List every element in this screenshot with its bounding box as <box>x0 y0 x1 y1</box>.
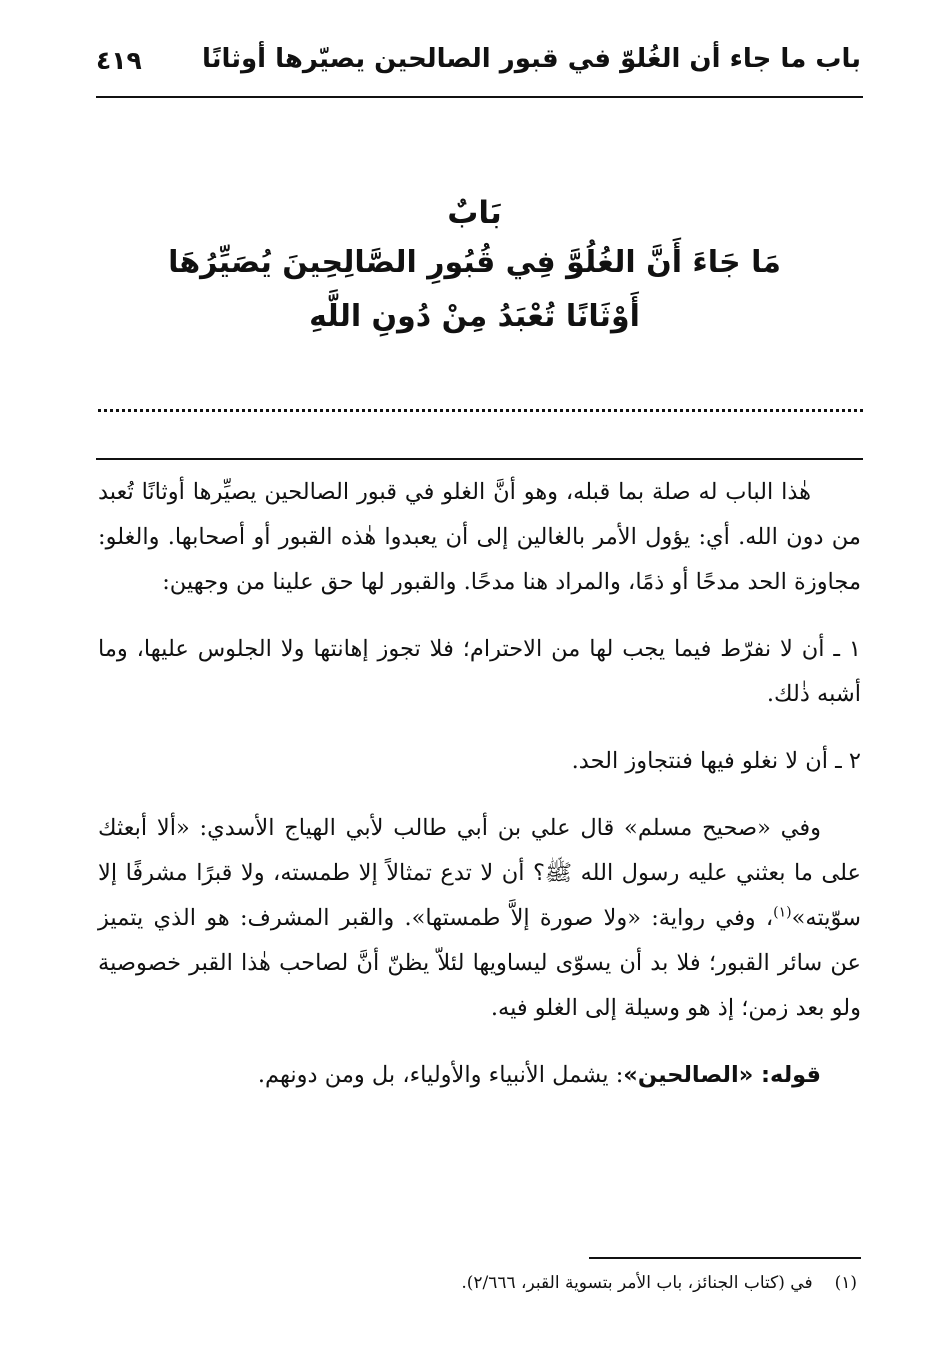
hadith-commentary: ، وفي رواية: «ولا صورة إلاَّ طمستها». والقبر المشرف: هو الذي يتميز عن سائر القبور؛ فلا بد أن يسوّى ليساويها لئلاّ يظنّ أنَّ لصاحب هٰذا القبر خصوصية ولو بعد زمن؛ إذ هو وسيلة إلى الغلو فيه. <box>98 905 861 1021</box>
paragraph-saying <box>98 1053 861 1098</box>
running-title: باب ما جاء أن الغُلوّ في قبور الصالحين يصيّرها أوثانًا <box>201 44 861 74</box>
paragraph-intro: هٰذا الباب له صلة بما قبله، وهو أنَّ الغلو في قبور الصالحين يصيِّرها أوثانًا تُعبد من دون الله. أي: يؤول الأمر بالغالين إلى أن يعبدوا هٰذه القبور أو أصحابها. والغلو: مجاوزة الحد مدحًا أو ذمًا، والمراد هنا مدحًا. والقبور لها حق علينا من وجهين: <box>98 479 861 595</box>
paragraph-point-1: ١ ـ أن لا نفرّط فيما يجب لها من الاحترام؛ فلا تجوز إهانتها ولا الجلوس عليها، وما أشبه ذٰلك. <box>98 636 861 707</box>
footnote-reference: (١) <box>773 904 792 921</box>
running-header <box>96 38 861 90</box>
chapter-label: بَابٌ <box>447 195 502 231</box>
footnote-text: في (كتاب الجنائز، باب الأمر بتسوية القبر، ٢/٦٦٦). <box>461 1273 813 1293</box>
dotted-divider <box>98 409 863 412</box>
paragraph-point-2: ٢ ـ أن لا نغلو فيها فنتجاوز الحد. <box>571 748 861 774</box>
chapter-title-line-1: مَا جَاءَ أَنَّ الغُلُوَّ فِي قُبُورِ الصَّالِحِينَ يُصَيِّرُهَا <box>168 245 781 280</box>
page-number: ٤١٩ <box>96 46 142 75</box>
saying-keyword: قوله: «الصالحين» <box>623 1062 821 1088</box>
section-divider <box>96 458 863 460</box>
saying-explanation: : يشمل الأنبياء والأولياء، بل ومن دونهم. <box>257 1062 624 1088</box>
hadith-text: وفي «صحيح مسلم» قال علي بن أبي طالب لأبي الهياج الأسدي: «ألا أبعثك على ما بعثني عليه رسول الله ﷺ؟ أن لا تدع تمثالاً إلا طمسته، ولا قبرًا مشرفًا إلا سوّيته» <box>98 815 861 931</box>
chapter-title-line-2: أَوْثَانًا تُعْبَدُ مِنْ دُونِ اللَّهِ <box>309 299 640 334</box>
header-rule <box>96 96 863 98</box>
paragraph-hadith <box>98 806 861 1031</box>
chapter-heading <box>150 190 799 344</box>
footnote-rule <box>589 1257 861 1259</box>
body-text <box>98 470 861 1098</box>
footnote-number: (١) <box>834 1273 857 1293</box>
footnote <box>96 1268 857 1298</box>
